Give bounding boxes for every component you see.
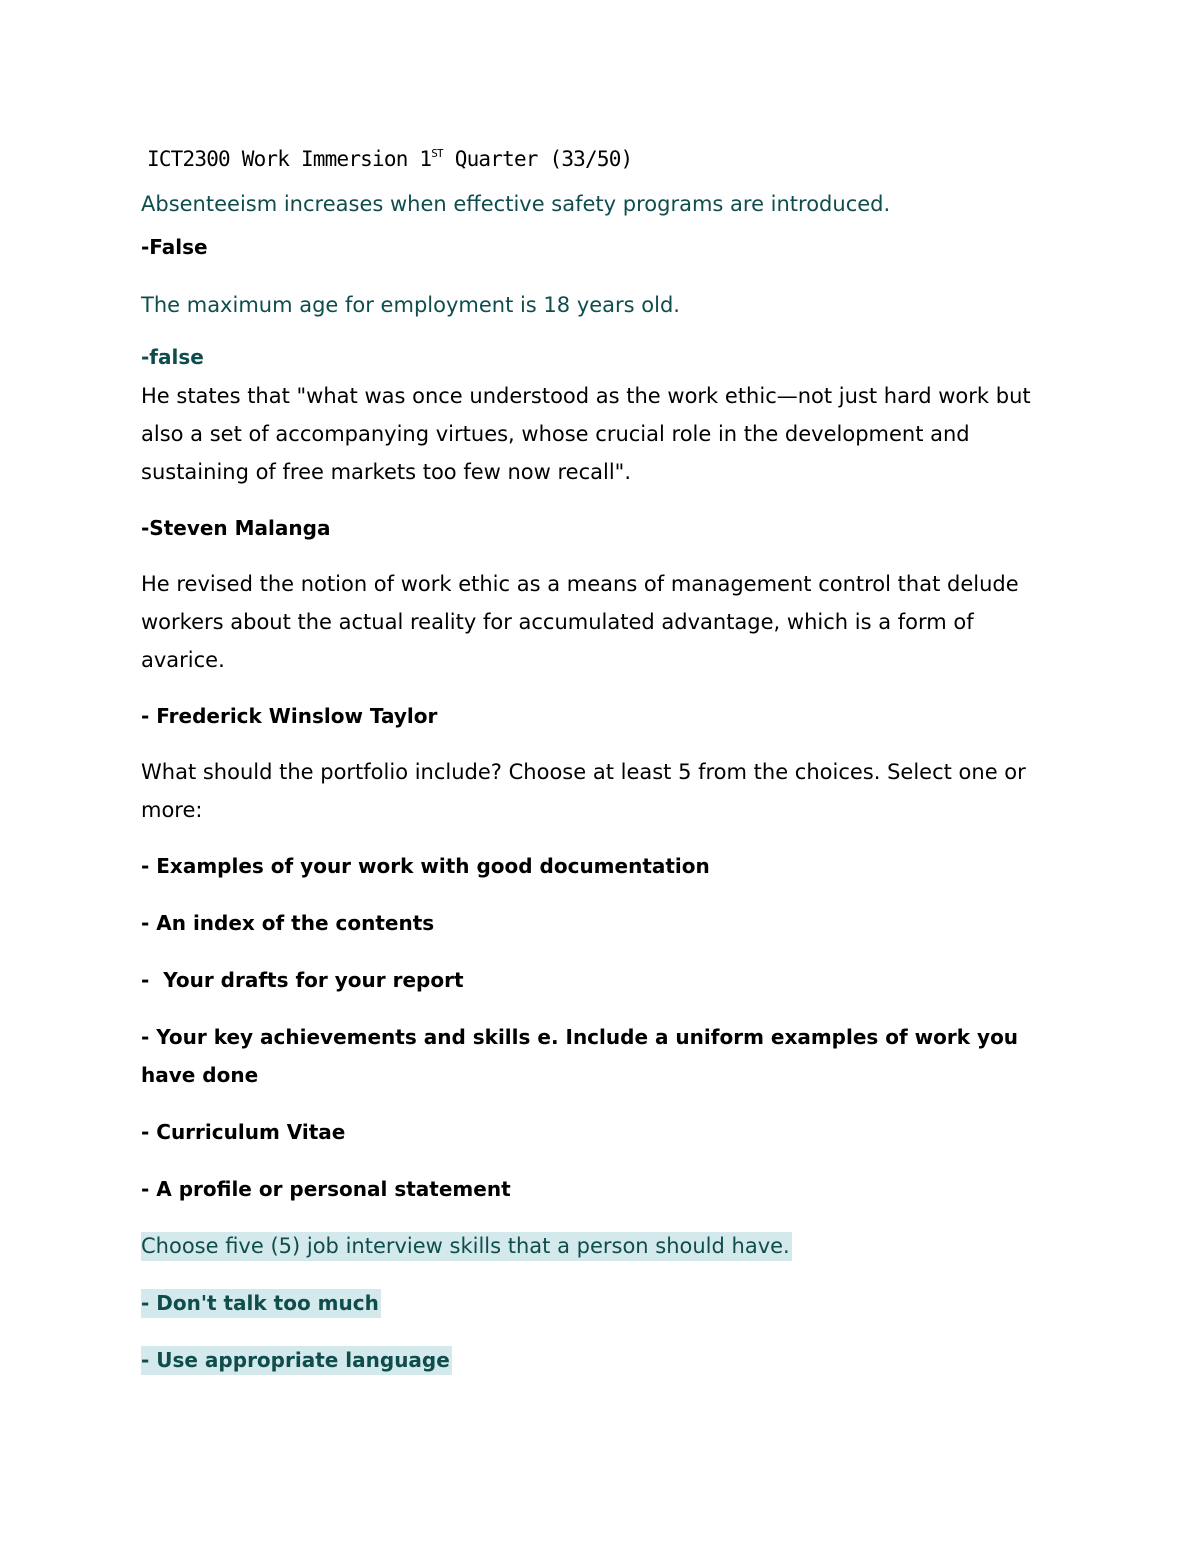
answer-2: -false xyxy=(141,345,204,369)
answer-1: -False xyxy=(141,235,208,259)
question-3: He states that "what was once understood as the work ethic—not just hard work but also a set of accompanying virtues, whose crucial role in the development and sustaining of free markets too few now recall". xyxy=(141,384,1031,484)
question-2: The maximum age for employment is 18 years old. xyxy=(141,293,680,317)
title-superscript: ST xyxy=(431,147,443,160)
answer-5-option-6: - A profile or personal statement xyxy=(141,1177,511,1201)
title-suffix: Quarter (33/50) xyxy=(442,147,633,171)
question-4: He revised the notion of work ethic as a means of management control that delude workers about the actual reality for accumulated advantage, which is a form of avarice. xyxy=(141,572,1019,672)
question-5: What should the portfolio include? Choose at least 5 from the choices. Select one or more: xyxy=(141,760,1026,822)
answer-5-option-3: - Your drafts for your report xyxy=(141,968,464,992)
answer-5-option-4: - Your key achievements and skills e. Include a uniform examples of work you have done xyxy=(141,1025,1019,1087)
answer-6-option-1 xyxy=(141,1284,1061,1322)
answer-6-option-1-text: - Don't talk too much xyxy=(141,1289,381,1318)
question-6 xyxy=(141,1227,1061,1265)
question-1: Absenteeism increases when effective safety programs are introduced. xyxy=(141,192,891,216)
document-body xyxy=(141,140,1061,1379)
document-title xyxy=(141,140,1061,178)
answer-6-option-2 xyxy=(141,1341,1061,1379)
answer-6-option-2-text: - Use appropriate language xyxy=(141,1346,452,1375)
answer-5-option-5: - Curriculum Vitae xyxy=(141,1120,346,1144)
answer-4: - Frederick Winslow Taylor xyxy=(141,704,438,728)
answer-5-option-1: - Examples of your work with good documentation xyxy=(141,854,710,878)
answer-3: -Steven Malanga xyxy=(141,516,331,540)
title-prefix: ICT2300 Work Immersion 1 xyxy=(147,147,432,171)
question-6-text: Choose five (5) job interview skills that a person should have. xyxy=(141,1232,792,1261)
answer-5-option-2: - An index of the contents xyxy=(141,911,435,935)
